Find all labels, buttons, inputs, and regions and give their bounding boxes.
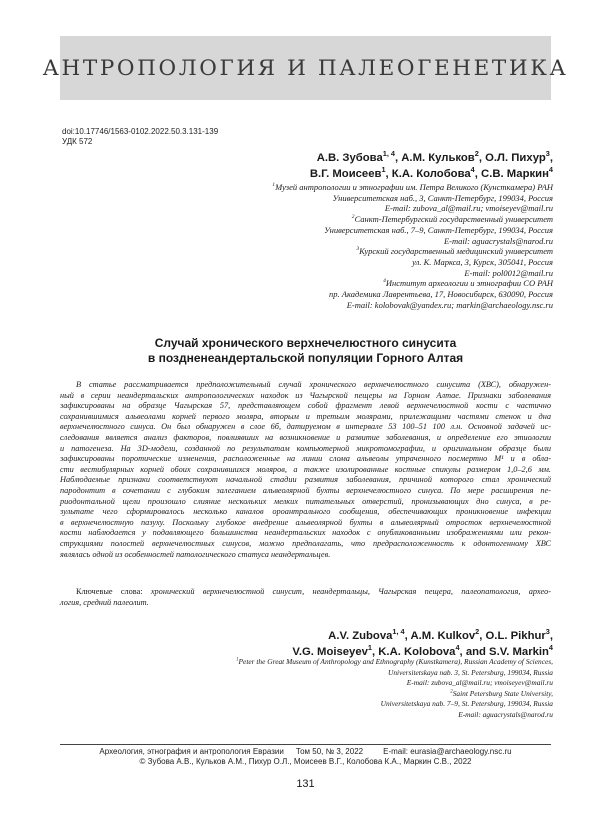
article-title-line1: Случай хронического верхнечелюстного синусита [154,336,457,350]
author-separator: , [371,646,379,658]
affiliation-text: E-mail: zubova_al@mail.ru; vmoiseyev@mail.ru [406,678,553,687]
footer-volume: Том 50, № 3, 2022 [295,747,364,756]
affiliation-text: E-mail: kolobovak@yandex.ru; markin@archaeology.nsc.ru [346,299,553,310]
keywords [60,587,551,608]
abstract [60,380,551,560]
affiliation-line [93,657,553,668]
keywords-line2 [60,598,551,609]
footer-journal: Археология, этнография и антропология Евразии [99,747,284,756]
affiliation-text: Universitetskaya nab. 7–9, St. Petersburg, 199034, Russia [380,699,553,708]
author-name: А.М. Кульков [401,152,475,164]
abstract-line: зультате чего сформировалось несколько каналов ороантрального сообщения, обеспечивающих проникновение инфекции [60,507,551,517]
author-name: S.V. Markin [489,646,549,658]
affiliation-text: E-mail: aguacrystals@narod.ru [458,709,553,719]
author-name: A.V. Zubova [328,630,393,642]
affiliation-text: Universitetskaya nab. 3, St. Petersburg, 199034, Russia [388,667,553,677]
affiliation-text: E-mail: aguacrystals@narod.ru [443,235,553,246]
author-affil-index: 2 [474,149,479,159]
author-name: В.Г. Моисеев [309,168,382,180]
affiliation-line [133,257,553,268]
affiliation-text: Институт археологии и этнографии СО РАН [385,278,553,289]
affiliation-line [133,182,553,193]
author-affil-index: 3 [545,627,550,637]
abstract-line: ный в серии неандертальских антропологических находок из Чагырской пещеры на Горном Алтае. Признаки заболевания [60,390,551,400]
affiliation-index: 4 [383,278,386,285]
author-affil-index: 1, 4 [382,149,395,159]
affiliation-text: Музей антропологии и этнографии им. Петра Великого (Кунсткамера) РАН [275,182,553,192]
affiliation-line [93,689,553,700]
footer-copyright: © Зубова А.В., Кульков А.М., Пихур О.Л., Моисеев В.Г., Колобова К.А., Маркин С.В., 2022 [139,757,472,766]
author-affil-index: 4 [455,643,460,653]
abstract-line: и патогенеза. На 3D-модели, созданной по результатам компьютерной микротомографии, и оригинальном образце были [60,443,551,453]
abstract-line: сохранившимися альвеолами корней первого моляра, вторым и третьим молярами, прилежащими частями стенок и дна [60,411,551,421]
affiliation-text: E-mail: pol0012@mail.ru [464,267,553,278]
affiliation-text: Saint Petersburg State University, [452,688,553,698]
author-affil-index: 3 [545,149,550,159]
author-name: A.M. Kulkov [410,630,476,642]
author-affil-index: 4 [548,643,553,653]
doi[interactable]: doi:10.17746/1563-0102.2022.50.3.131-139 [62,127,219,136]
affiliation-line [133,214,553,225]
affiliation-index: 3 [356,246,360,253]
affiliation-line [133,300,553,311]
authors-en-line1 [292,628,553,644]
affiliation-text: Санкт-Петербургский государственный университет [354,214,553,225]
affiliation-line [133,278,553,289]
page-number: 131 [296,778,315,790]
affiliation-index: 1 [272,182,276,189]
abstract-line: кости наблюдается у подавляющего большинства неандертальских находок с опубликованными изображениями или рекон- [60,528,551,538]
author-name: O.L. Pikhur [485,630,546,642]
authors-ru [310,150,553,182]
footer-journal-line [60,747,551,756]
author-separator: , [478,152,486,164]
footer-email[interactable]: E-mail: eurasia@archaeology.nsc.ru [383,747,512,756]
author-separator: , [474,168,482,180]
udc-code: УДК 572 [62,137,93,146]
authors-ru-line1 [310,150,553,166]
affiliation-line [93,678,553,689]
author-separator: , [549,152,553,164]
author-name: С.В. Маркин [481,168,549,180]
keywords-text-2: логия, средний палеолит. [60,597,149,607]
author-affil-index: 4 [548,165,553,175]
affiliation-text: Университетская наб., 3, Санкт-Петербург, 199034, Россия [332,192,553,203]
author-separator: , [404,630,411,642]
author-name: К.А. Колобова [391,168,471,180]
abstract-line: риодонтальной щели произошло слияние нескольких мелких питательных отверстий, пронизывающих дно синуса, в ре- [60,496,551,506]
article-title-line2: в поздненеандертальской популяции Горного Алтая [147,351,464,365]
affiliation-line [93,699,553,710]
author-separator: , and [459,646,490,658]
author-name: О.Л. Пихур [485,152,546,164]
author-name: K.A. Kolobova [378,646,456,658]
abstract-line: зафиксированы поротические изменения, расположенные на линии слома альвеолы утраченного посмертно M¹ и в обла- [60,454,551,464]
abstract-line: зафиксированы на образце Чагырская 57, представляющем собой фрагмент левой верхнечелюстной кости с частично [60,401,551,411]
author-name: А.В. Зубова [316,152,383,164]
author-affil-index: 4 [470,165,475,175]
affiliation-line [133,268,553,279]
affiliation-line [133,193,553,204]
author-separator: , [479,630,486,642]
affiliation-line [93,668,553,679]
abstract-line: верхнечелюстного синуса. Он был обнаружен в слое 6б, датируемом в интервале 53 100–51 100 л.н. Основной задачей ис- [60,422,551,432]
author-affil-index: 1, 4 [392,627,405,637]
author-affil-index: 2 [475,627,480,637]
abstract-line: являлась одной из особенностей патологического статуса неандертальцев. [60,549,331,559]
abstract-line: струкциями полостей верхнечелюстных синусов, можно предполагать, что предрасположенность к одонтогенному ХВС [60,538,551,548]
keywords-line1 [60,587,551,598]
affiliation-line [133,236,553,247]
abstract-line: пародонтит в сочетании с глубоким залеганием альвеолярной бухты верхнечелюстного синуса. По мере расширения пе- [60,485,551,495]
authors-ru-line2 [310,166,553,182]
footer-divider [60,744,551,745]
abstract-line: в верхнечелюстную пазуху. Поскольку глубокое внедрение альвеолярной бухты в альвеолярный отросток верхнечелюстной [60,517,551,527]
author-name: V.G. Moiseyev [292,646,368,658]
affiliation-line [133,225,553,236]
affiliation-text: Курский государственный медицинский университет [359,246,553,257]
affiliation-text: E-mail: zubova_al@mail.ru; vmoiseyev@mail.ru [384,203,553,214]
abstract-line: сти вестибулярных корней обоих сохранившихся моляров, а также изолированные костные спикулы размером 1,0–2,6 мм. [60,464,551,474]
affiliations-ru [133,182,553,310]
author-separator: , [385,168,392,180]
keywords-text-1: хронический верхнечелюстной синусит, неандертальцы, Чагырская пещера, палеопатология, архео- [150,587,551,596]
affiliation-line [133,289,553,300]
affiliation-text: Peter the Great Museum of Anthropology and Ethnography (Kunstkamera), Russian Academy of Sciences, [238,657,553,666]
affiliation-text: ул. К. Маркса, 3, Курск, 305041, Россия [412,256,553,267]
affiliation-line [133,203,553,214]
section-header: АНТРОПОЛОГИЯ И ПАЛЕОГЕНЕТИКА [42,55,569,81]
article-title [60,336,551,366]
author-separator: , [549,630,553,642]
section-banner [42,36,569,100]
affiliation-index: 2 [450,689,453,695]
affiliation-line [93,710,553,721]
affiliation-text: пр. Академика Лаврентьева, 17, Новосибирск, 630090, Россия [329,289,553,300]
abstract-line: В статье рассматривается предположительный случай хронического верхнечелюстного синусита (ХВС), обнаружен- [76,380,551,389]
affiliation-index: 2 [351,214,355,221]
authors-en [292,628,553,660]
affiliation-line [133,246,553,257]
affiliation-index: 1 [236,657,239,663]
author-affil-index: 1 [381,165,386,175]
author-separator: , [394,152,402,164]
abstract-line: Наблюдаемые признаки соответствуют начальной стадии развития заболевания, причиной которого стал хронический [60,475,551,485]
affiliation-text: Университетская наб., 7–9, Санкт-Петербург, 199034, Россия [324,224,553,235]
affiliations-en [93,657,553,720]
keywords-label: Ключевые слова: [76,587,143,596]
author-affil-index: 1 [367,643,372,653]
abstract-line: следования является анализ факторов, повлиявших на возникновение и развитие заболевания, и определение его этиологии [60,432,551,442]
